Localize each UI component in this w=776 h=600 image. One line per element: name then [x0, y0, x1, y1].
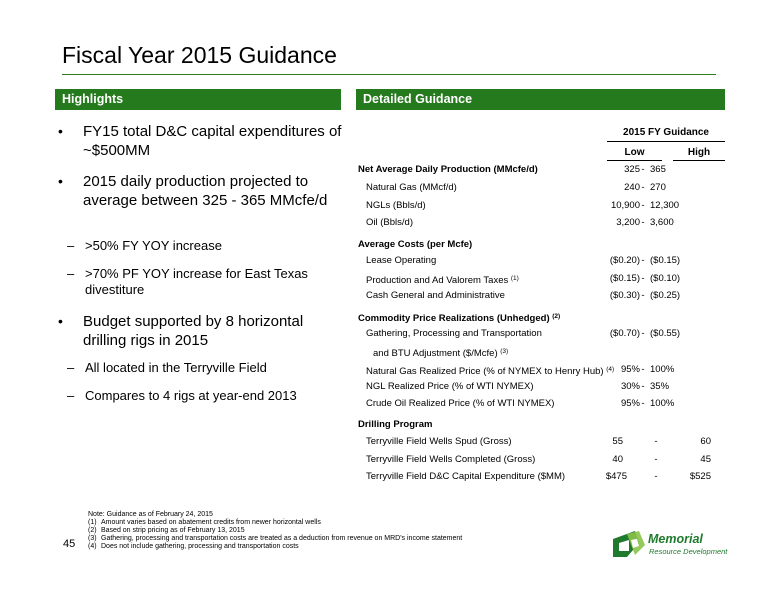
table-row: [358, 181, 725, 195]
table-row: [358, 254, 725, 268]
table-row: [358, 272, 725, 286]
footnote-marker: (1): [510, 275, 519, 282]
row-label: Oil (Bbls/d): [366, 217, 413, 228]
footnote-lead: Note: Guidance as of February 24, 2015: [88, 511, 213, 518]
highlights-header: Highlights: [55, 89, 341, 110]
range-separator: -: [641, 273, 645, 284]
high-value: ($0.25): [650, 290, 681, 301]
table-row: [358, 289, 725, 303]
row-label: Crude Oil Realized Price (% of WTI NYMEX): [366, 398, 555, 409]
range-separator: -: [641, 381, 645, 392]
row-label: Lease Operating: [366, 255, 437, 266]
row-label: Gathering, Processing and Transportation: [366, 328, 542, 339]
range-separator: -: [641, 182, 645, 193]
high-value: 100%: [650, 398, 675, 409]
low-value: 3,200: [616, 217, 640, 228]
low-value: 95%: [620, 398, 640, 409]
sub-text: >50% FY YOY increase: [85, 238, 222, 253]
row-label: Terryville Field Wells Spud (Gross): [366, 436, 512, 447]
low-value: 55: [612, 436, 623, 447]
low-value: 240: [624, 182, 640, 193]
table-row: [358, 327, 725, 341]
range-separator: -: [641, 164, 645, 175]
dash: –: [67, 238, 75, 253]
range-separator: -: [641, 217, 645, 228]
row-label: Natural Gas (MMcf/d): [366, 182, 457, 193]
table-row: [358, 238, 725, 252]
row-label: NGLs (Bbls/d): [366, 200, 426, 211]
highlight-text: Budget supported by 8 horizontal drilling rigs in 2015: [83, 313, 304, 349]
high-value: $525: [689, 471, 711, 482]
table-row: [358, 453, 725, 467]
high-value: ($0.15): [650, 255, 681, 266]
range-separator: -: [654, 454, 658, 465]
row-label: and BTU Adjustment ($/Mcfe) $^{(3)}$: [373, 348, 509, 359]
table-row: [358, 418, 725, 432]
table-row: [358, 163, 725, 177]
bullet: •: [58, 313, 63, 329]
highlight-item: [58, 172, 343, 210]
low-value: 30%: [620, 381, 640, 392]
sub-text: All located in the Terryville Field: [85, 360, 267, 375]
table-row: [358, 199, 725, 213]
table-row: [358, 435, 725, 449]
sub-item: [67, 360, 342, 376]
low-value: ($0.20): [609, 255, 640, 266]
range-separator: -: [641, 290, 645, 301]
row-label: Terryville Field D&C Capital Expenditure ($MM): [366, 471, 566, 482]
table-group-header: 2015 FY Guidance: [623, 127, 709, 138]
footnote-marker: (3): [500, 348, 509, 355]
table-row: [358, 345, 725, 359]
sub-item: [67, 388, 342, 404]
high-value: 60: [700, 436, 711, 447]
row-label: Cash General and Administrative: [366, 290, 505, 301]
high-value: 35%: [650, 381, 670, 392]
table-header-rule: [607, 141, 725, 142]
row-label: Natural Gas Realized Price (% of NYMEX to Henry Hub) $^{(4)}$: [366, 366, 615, 377]
row-label: Terryville Field Wells Completed (Gross): [366, 454, 536, 465]
high-value: 100%: [650, 364, 675, 375]
section-title: Net Average Daily Production (MMcfe/d): [358, 164, 538, 175]
detailed-guidance-header: Detailed Guidance: [356, 89, 725, 110]
sub-text: Compares to 4 rigs at year-end 2013: [85, 388, 297, 403]
highlight-text: FY15 total D&C capital expenditures of ~$500MM: [83, 123, 342, 159]
footnote-item: (1) Amount varies based on abatement credits from newer horizontal wells: [88, 519, 321, 526]
low-value: 325: [624, 164, 640, 175]
range-separator: -: [641, 364, 645, 375]
footnotes: [88, 511, 462, 551]
high-value: 270: [650, 182, 666, 193]
low-value: ($0.15): [609, 273, 640, 284]
sub-text: >70% PF YOY increase for East Texas divestiture: [85, 266, 308, 297]
dash: –: [67, 266, 75, 281]
low-value: 95%: [620, 364, 640, 375]
column-header-high: High: [687, 147, 711, 158]
range-separator: -: [641, 255, 645, 266]
table-row: [358, 380, 725, 394]
range-separator: -: [641, 328, 645, 339]
dash: –: [67, 388, 75, 403]
table-row: [358, 470, 725, 484]
highlight-item: [58, 122, 343, 160]
range-separator: -: [641, 200, 645, 211]
logo-subtitle: Resource Development: [649, 547, 728, 556]
table-row: [358, 363, 725, 377]
column-header-low: Low: [624, 147, 645, 158]
high-value: 45: [700, 454, 711, 465]
highlight-item: [58, 312, 343, 350]
table-row: [358, 397, 725, 411]
low-value: 40: [612, 454, 623, 465]
range-separator: -: [641, 398, 645, 409]
page-title: Fiscal Year 2015 Guidance: [62, 42, 337, 68]
section-title: Average Costs (per Mcfe): [358, 239, 473, 250]
table-row: [358, 216, 725, 230]
table-row: [358, 310, 725, 324]
row-label: NGL Realized Price (% of WTI NYMEX): [366, 381, 534, 392]
high-value: ($0.10): [650, 273, 681, 284]
low-value: 10,900: [610, 200, 640, 211]
footnote-item: (3) Gathering, processing and transportation costs are treated as a deduction from revenue on MRD's income statement: [88, 535, 463, 542]
section-title: Commodity Price Realizations (Unhedged) $^{(2)}$: [358, 313, 561, 324]
column-rule-high: [673, 160, 725, 161]
row-label: Production and Ad Valorem Taxes $^{(1)}$: [366, 275, 519, 286]
high-value: ($0.55): [650, 328, 681, 339]
footnote-marker: (2): [552, 313, 561, 320]
high-value: 365: [650, 164, 666, 175]
high-value: 3,600: [650, 217, 674, 228]
bullet: •: [58, 123, 63, 139]
logo-name: Memorial: [648, 532, 703, 546]
highlight-text: 2015 daily production projected to average between 325 - 365 MMcfe/d: [83, 173, 328, 209]
low-value: ($0.70): [609, 328, 640, 339]
high-value: 12,300: [650, 200, 680, 211]
low-value: $475: [605, 471, 627, 482]
dash: –: [67, 360, 75, 375]
column-rule-low: [607, 160, 662, 161]
title-rule: [62, 74, 716, 75]
sub-item: [67, 238, 342, 254]
sub-item: [67, 266, 327, 298]
footnote-item: (4) Does not include gathering, processing and transportation costs: [88, 543, 299, 550]
footnote-item: (2) Based on strip pricing as of February 13, 2015: [88, 527, 245, 534]
footnote-marker: (4): [606, 366, 615, 373]
bullet: •: [58, 173, 63, 189]
range-separator: -: [654, 436, 658, 447]
section-title: Drilling Program: [358, 419, 433, 430]
range-separator: -: [654, 471, 658, 482]
page-number: 45: [63, 538, 76, 550]
low-value: ($0.30): [609, 290, 640, 301]
